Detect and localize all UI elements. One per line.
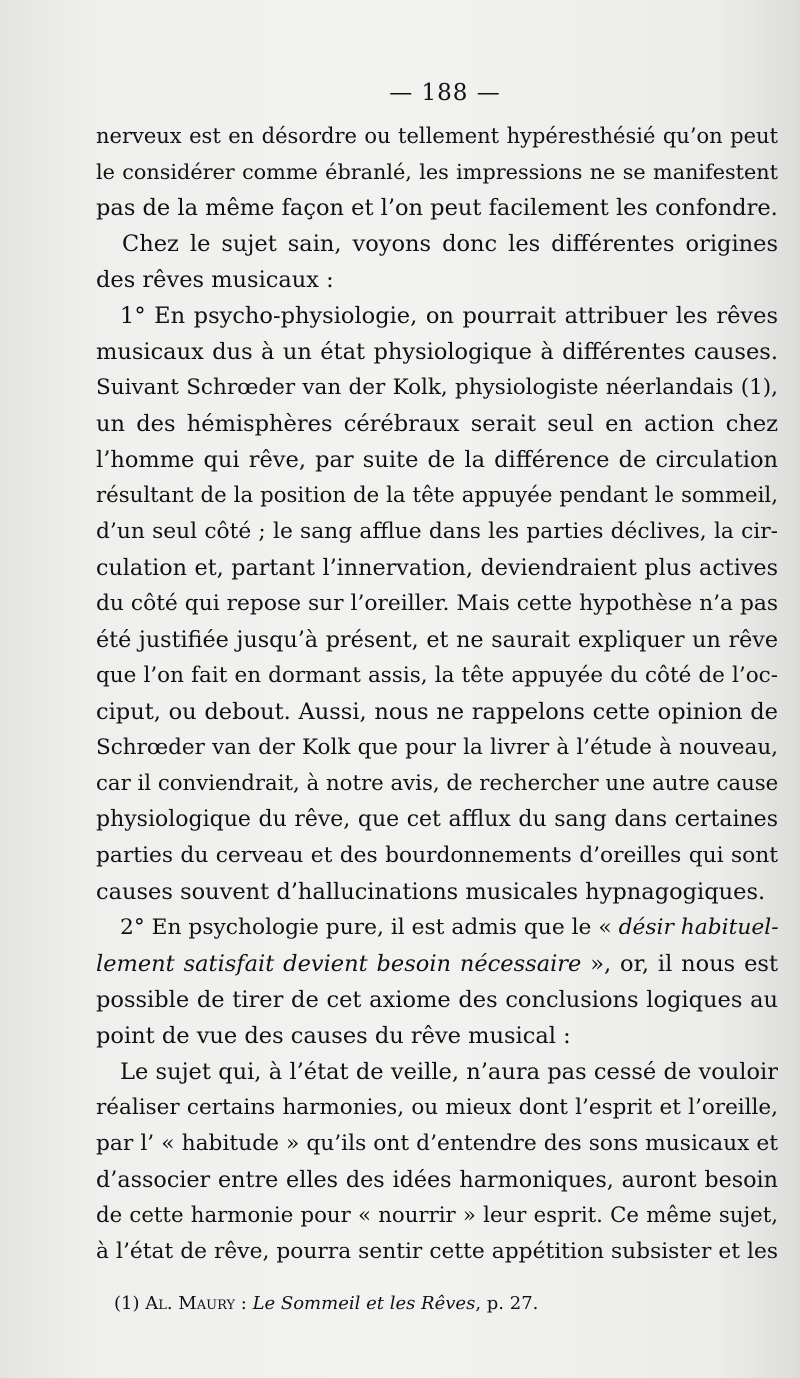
text-line: d’un seul côté ; le sang afflue dans les parties déclives, la cir-: [96, 519, 778, 544]
footnote-title: Le Sommeil et les Rêves: [252, 1293, 476, 1314]
text-line: 1° En psycho-physiologie, on pourrait attribuer les rêves: [120, 303, 778, 329]
text-line: été justifiée jusqu’à présent, et ne saurait expliquer un rêve: [96, 627, 778, 653]
text-line: l’homme qui rêve, par suite de la différence de circulation: [96, 447, 778, 473]
text-line: [96, 946, 778, 982]
text-line: à l’état de rêve, pourra sentir cette appétition subsister et les: [96, 1239, 778, 1264]
text-line: possible de tirer de cet axiome des conclusions logiques au: [96, 987, 778, 1013]
text-line: réaliser certains harmonies, ou mieux dont l’esprit et l’oreille,: [96, 1095, 778, 1120]
footnote-author: Al. Maury: [145, 1293, 236, 1314]
text-line: du côté qui repose sur l’oreiller. Mais cette hypothèse n’a pas: [96, 591, 778, 616]
text-line: [96, 910, 778, 946]
footnote-page: , p. 27.: [475, 1293, 539, 1314]
body-text: [96, 118, 778, 1270]
text-line: culation et, partant l’innervation, deviendraient plus actives: [96, 555, 778, 581]
text-line: par l’ « habitude » qu’ils ont d’entendre des sons musicaux et: [96, 1131, 778, 1156]
text-line: musicaux dus à un état physiologique à différentes causes.: [96, 339, 778, 365]
text-line: nerveux est en désordre ou tellement hypéresthésié qu’on peut: [96, 124, 778, 148]
text-line: Chez le sujet sain, voyons donc les différentes origines: [122, 231, 778, 257]
italic-quote: lement satisfait devient besoin nécessaire: [96, 951, 582, 977]
text-line: parties du cerveau et des bourdonnements d’oreilles qui sont: [96, 843, 778, 868]
footnote: [114, 1293, 538, 1314]
text-line: pas de la même façon et l’on peut facilement les confondre.: [96, 195, 778, 221]
footnote-marker: (1): [114, 1293, 146, 1314]
text-line: que l’on fait en dormant assis, la tête appuyée du côté de l’oc-: [96, 663, 778, 688]
text-line: un des hémisphères cérébraux serait seul en action chez: [96, 411, 778, 437]
text-line: Le sujet qui, à l’état de veille, n’aura pas cessé de vouloir: [120, 1059, 778, 1085]
text-line: causes souvent d’hallucinations musicales hypnagogiques.: [96, 879, 766, 905]
text-segment: 2° En psychologie pure, il est admis que le «: [120, 915, 619, 940]
text-line: Schrœder van der Kolk que pour la livrer à l’étude à nouveau,: [96, 735, 778, 760]
text-line: des rêves musicaux :: [96, 267, 334, 293]
text-line: résultant de la position de la tête appuyée pendant le sommeil,: [96, 483, 778, 508]
text-line: car il conviendrait, à notre avis, de rechercher une autre cause: [96, 771, 779, 796]
footnote-separator: :: [235, 1293, 253, 1314]
text-line: point de vue des causes du rêve musical :: [96, 1023, 571, 1049]
page-number: — 188 —: [389, 80, 501, 106]
text-line: ciput, ou debout. Aussi, nous ne rappelons cette opinion de: [96, 699, 778, 725]
text-line: d’associer entre elles des idées harmoniques, auront besoin: [96, 1167, 778, 1193]
text-line: physiologique du rêve, que cet afflux du sang dans certaines: [96, 807, 778, 832]
text-segment: », or, il nous est: [581, 951, 778, 977]
italic-quote: désir habituel-: [618, 915, 779, 940]
text-line: de cette harmonie pour « nourrir » leur esprit. Ce même sujet,: [96, 1203, 778, 1228]
text-line: Suivant Schrœder van der Kolk, physiologiste néerlandais (1),: [96, 375, 778, 400]
text-line: le considérer comme ébranlé, les impressions ne se manifestent: [96, 160, 778, 184]
